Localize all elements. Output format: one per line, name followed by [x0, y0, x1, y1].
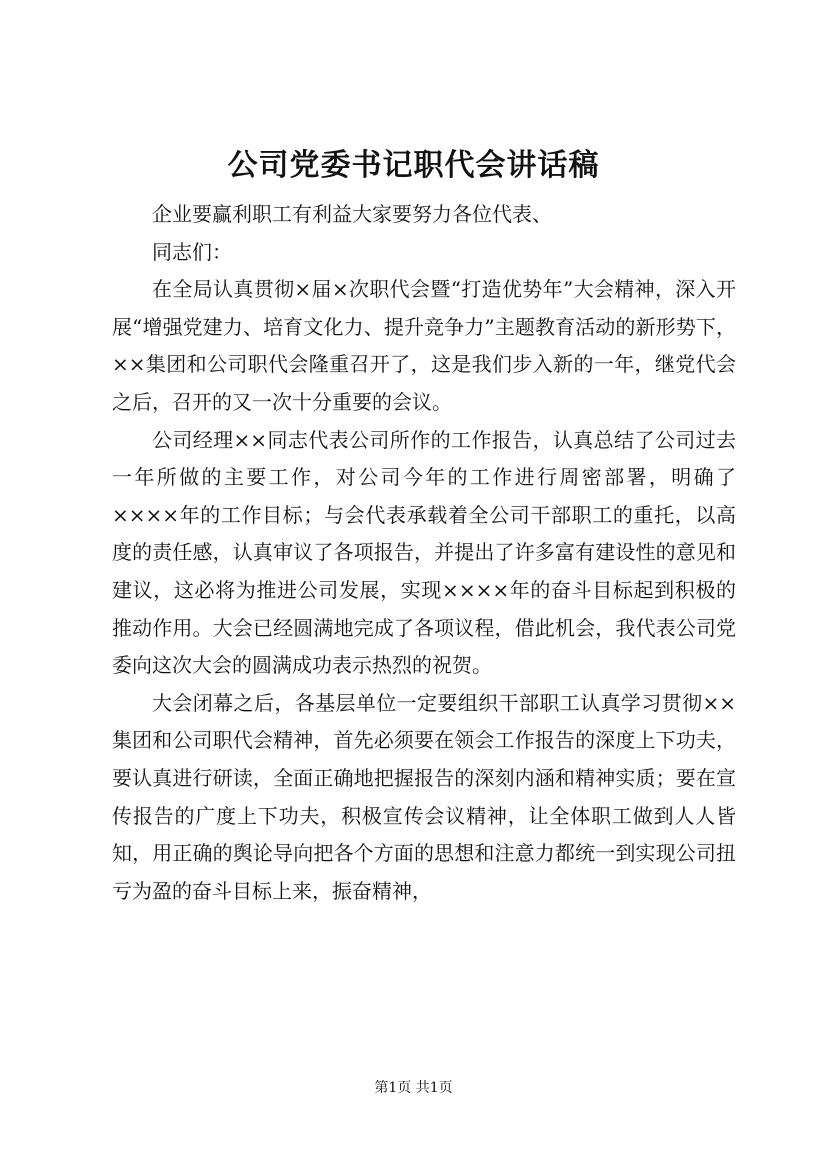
paragraph-1: 在全局认真贯彻×届×次职代会暨“打造优势年”大会精神，深入开展“增强党建力、培育文化力、提升竞争力”主题教育活动的新形势下，××集团和公司职代会隆重召开了，这是我们步入新的一年，继党代会之后，召开的又一次十分重要的会议。 [112, 277, 736, 414]
document-body [112, 196, 736, 910]
document-title: 公司党委书记职代会讲话稿 [227, 148, 600, 183]
page-footer: 第1页 共1页 [374, 1080, 453, 1096]
paragraph-salutation: 同志们： [152, 239, 232, 264]
paragraph-opening: 企业要赢利职工有利益大家要努力各位代表、 [152, 202, 552, 226]
paragraph-2: 公司经理××同志代表公司所作的工作报告，认真总结了公司过去一年所做的主要工作，对公司今年的工作进行周密部署，明确了××××年的工作目标；与会代表承载着全公司干部职工的重托，以高度的责任感，认真审议了各项报告，并提出了许多富有建设性的意见和建议，这必将为推进公司发展，实现××××年的奋斗目标起到积极的推动作用。大会已经圆满地完成了各项议程，借此机会，我代表公司党委向这次大会的圆满成功表示热烈的祝贺。 [112, 427, 736, 678]
paragraph-3: 大会闭幕之后，各基层单位一定要组织干部职工认真学习贯彻××集团和公司职代会精神，首先必须要在领会工作报告的深度上下功夫，要认真进行研读，全面正确地把握报告的深刻内涵和精神实质；要在宣传报告的广度上下功夫，积极宣传会议精神，让全体职工做到人人皆知，用正确的舆论导向把各个方面的思想和注意力都统一到实现公司扭亏为盈的奋斗目标上来，振奋精神， [112, 690, 736, 903]
